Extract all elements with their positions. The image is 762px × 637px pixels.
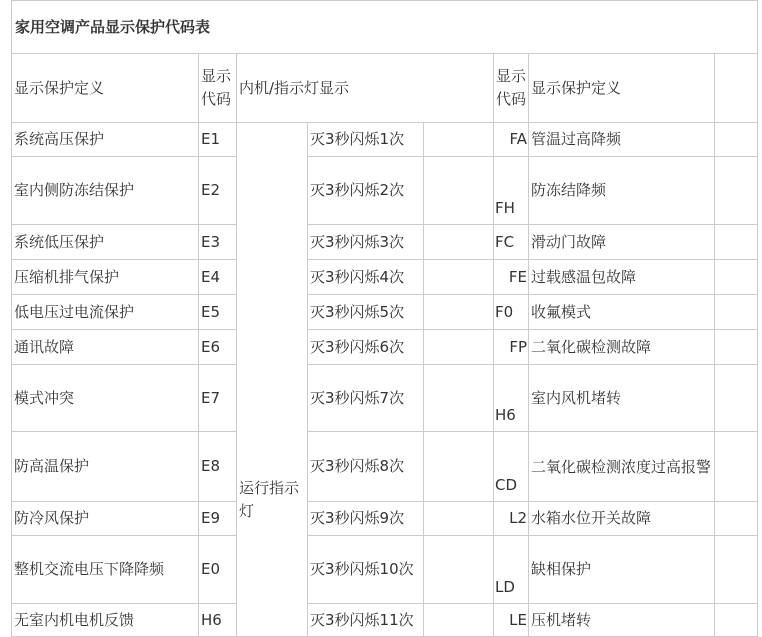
header-row xyxy=(12,54,758,123)
header-indicator: 内机/指示灯显示 xyxy=(237,54,494,123)
header-left-definition: 显示保护定义 xyxy=(12,54,199,123)
empty-cell xyxy=(424,604,494,637)
run-indicator-label: 运行指示灯 xyxy=(237,123,308,637)
code: H6 xyxy=(199,604,237,637)
right-definition: 室内风机堵转 xyxy=(529,365,715,432)
flash-pattern: 灭3秒闪烁9次 xyxy=(308,502,424,536)
empty-cell xyxy=(715,295,758,330)
table-row xyxy=(12,295,758,330)
table-row xyxy=(12,536,758,604)
empty-cell xyxy=(715,330,758,365)
empty-cell xyxy=(715,365,758,432)
empty-cell xyxy=(715,536,758,604)
left-definition: 低电压过电流保护 xyxy=(12,295,199,330)
empty-cell xyxy=(424,123,494,157)
flash-pattern: 灭3秒闪烁4次 xyxy=(308,260,424,295)
empty-cell xyxy=(715,604,758,637)
right-code: H6 xyxy=(494,365,529,432)
left-definition: 无室内机电机反馈 xyxy=(12,604,199,637)
table-row xyxy=(12,365,758,432)
table-row xyxy=(12,225,758,260)
empty-cell xyxy=(715,260,758,295)
right-code: L2 xyxy=(494,502,529,536)
right-definition: 滑动门故障 xyxy=(529,225,715,260)
empty-cell xyxy=(424,365,494,432)
code: E8 xyxy=(199,432,237,502)
empty-cell xyxy=(424,432,494,502)
right-code: FH xyxy=(494,157,529,225)
right-definition: 压机堵转 xyxy=(529,604,715,637)
right-definition: 防冻结降频 xyxy=(529,157,715,225)
table-row xyxy=(12,604,758,637)
right-code: FA xyxy=(494,123,529,157)
table-row xyxy=(12,260,758,295)
title-row xyxy=(12,1,758,54)
right-definition: 水箱水位开关故障 xyxy=(529,502,715,536)
empty-cell xyxy=(424,502,494,536)
table-title: 家用空调产品显示保护代码表 xyxy=(12,1,758,54)
flash-pattern: 灭3秒闪烁8次 xyxy=(308,432,424,502)
empty-cell xyxy=(424,330,494,365)
flash-pattern: 灭3秒闪烁11次 xyxy=(308,604,424,637)
header-right-definition: 显示保护定义 xyxy=(529,54,715,123)
flash-pattern: 灭3秒闪烁6次 xyxy=(308,330,424,365)
right-code: CD xyxy=(494,432,529,502)
flash-pattern: 灭3秒闪烁7次 xyxy=(308,365,424,432)
left-definition: 压缩机排气保护 xyxy=(12,260,199,295)
empty-cell xyxy=(424,225,494,260)
code: E1 xyxy=(199,123,237,157)
left-definition: 系统低压保护 xyxy=(12,225,199,260)
right-code: LE xyxy=(494,604,529,637)
empty-cell xyxy=(715,157,758,225)
left-definition: 防冷风保护 xyxy=(12,502,199,536)
right-code: FC xyxy=(494,225,529,260)
left-definition: 系统高压保护 xyxy=(12,123,199,157)
empty-cell xyxy=(424,295,494,330)
code: E6 xyxy=(199,330,237,365)
table-row xyxy=(12,432,758,502)
protection-code-table xyxy=(11,0,758,637)
right-definition: 管温过高降频 xyxy=(529,123,715,157)
code: E5 xyxy=(199,295,237,330)
left-definition: 整机交流电压下降降频 xyxy=(12,536,199,604)
empty-cell xyxy=(715,123,758,157)
empty-cell xyxy=(715,432,758,502)
right-code: F0 xyxy=(494,295,529,330)
code: E0 xyxy=(199,536,237,604)
right-definition: 收氟模式 xyxy=(529,295,715,330)
empty-cell xyxy=(424,536,494,604)
empty-cell xyxy=(715,225,758,260)
right-definition: 缺相保护 xyxy=(529,536,715,604)
left-definition: 防高温保护 xyxy=(12,432,199,502)
code: E7 xyxy=(199,365,237,432)
flash-pattern: 灭3秒闪烁5次 xyxy=(308,295,424,330)
flash-pattern: 灭3秒闪烁3次 xyxy=(308,225,424,260)
code: E2 xyxy=(199,157,237,225)
right-code: FE xyxy=(494,260,529,295)
code: E4 xyxy=(199,260,237,295)
code: E9 xyxy=(199,502,237,536)
right-definition: 二氧化碳检测浓度过高报警 xyxy=(529,432,715,502)
right-code: LD xyxy=(494,536,529,604)
header-empty xyxy=(715,54,758,123)
empty-cell xyxy=(424,157,494,225)
right-definition: 过载感温包故障 xyxy=(529,260,715,295)
left-definition: 通讯故障 xyxy=(12,330,199,365)
left-definition: 模式冲突 xyxy=(12,365,199,432)
table-row xyxy=(12,157,758,225)
table-row xyxy=(12,123,758,157)
empty-cell xyxy=(715,502,758,536)
flash-pattern: 灭3秒闪烁1次 xyxy=(308,123,424,157)
flash-pattern: 灭3秒闪烁2次 xyxy=(308,157,424,225)
header-code: 显示代码 xyxy=(199,54,237,123)
code: E3 xyxy=(199,225,237,260)
right-definition: 二氧化碳检测故障 xyxy=(529,330,715,365)
flash-pattern: 灭3秒闪烁10次 xyxy=(308,536,424,604)
table-row xyxy=(12,330,758,365)
right-code: FP xyxy=(494,330,529,365)
empty-cell xyxy=(424,260,494,295)
left-definition: 室内侧防冻结保护 xyxy=(12,157,199,225)
header-right-code: 显示代码 xyxy=(494,54,529,123)
table-row xyxy=(12,502,758,536)
